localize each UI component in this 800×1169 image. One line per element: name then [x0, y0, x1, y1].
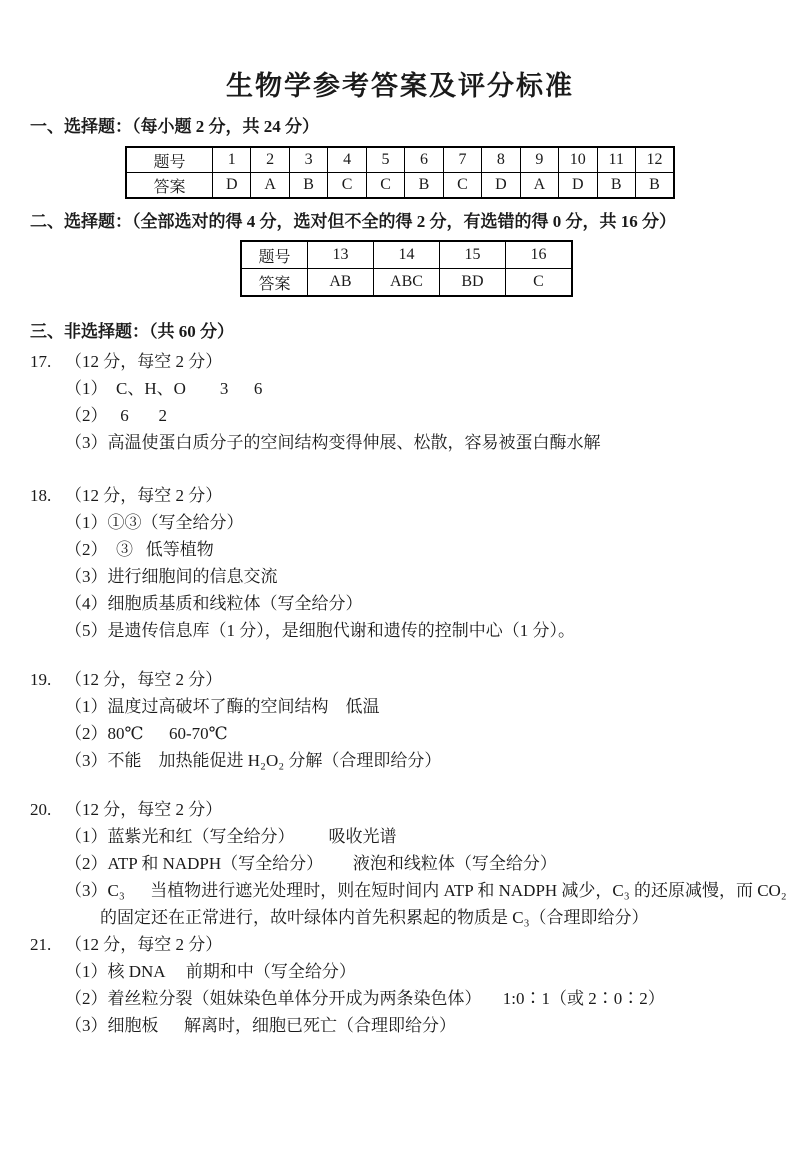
answer-cell: ABC	[374, 269, 440, 297]
question-number-cell: 11	[597, 147, 635, 173]
answer-cell: AB	[308, 269, 374, 297]
question-number-cell: 13	[308, 241, 374, 269]
question-number-cell: 14	[374, 241, 440, 269]
answer-cell: B	[405, 173, 443, 199]
question-score-note: （12 分，每空 2 分）	[65, 800, 223, 819]
question-number-cell: 9	[520, 147, 558, 173]
answer-line: （5）是遗传信息库（1 分），是细胞代谢和遗传的控制中心（1 分）。	[65, 621, 575, 640]
question-score-note: （12 分，每空 2 分）	[65, 352, 223, 371]
choice-answers-table-1-12	[125, 146, 675, 199]
answer-cell: A	[251, 173, 289, 199]
answer-line: （1） C、H、O 3 6	[65, 379, 263, 398]
answer-line: （1）蓝紫光和红（写全给分） 吸收光谱	[65, 827, 397, 846]
free-response-answers	[0, 348, 800, 1039]
question-header	[30, 931, 800, 958]
answer-cell: C	[366, 173, 404, 199]
answer-line: （1）①③（写全给分）	[65, 513, 244, 532]
row-label: 答案	[241, 269, 308, 297]
question-number: 19.	[30, 670, 52, 689]
answer-cell: C	[506, 269, 573, 297]
section-3-heading: 三、非选择题：（共 60 分）	[30, 322, 234, 341]
question-19	[30, 666, 800, 774]
answer-cell: A	[520, 173, 558, 199]
question-number-cell: 2	[251, 147, 289, 173]
question-number-cell: 10	[559, 147, 597, 173]
question-number-cell: 5	[366, 147, 404, 173]
question-17	[30, 348, 800, 456]
answer-cell: D	[213, 173, 251, 199]
question-number: 18.	[30, 486, 52, 505]
answer-line: （4）细胞质基质和线粒体（写全给分）	[65, 594, 363, 613]
answer-cell: B	[597, 173, 635, 199]
answer-line: （1）温度过高破坏了酶的空间结构 低温	[65, 697, 380, 716]
row-label: 题号	[126, 147, 213, 173]
table-row-question-numbers	[241, 241, 572, 269]
question-number-cell: 16	[506, 241, 573, 269]
page-title: 生物学参考答案及评分标准	[226, 71, 574, 101]
answer-line: （3）不能 加热能促进 H₂O₂ 分解（合理即给分）	[65, 751, 442, 770]
answer-line: （3）进行细胞间的信息交流	[65, 567, 278, 586]
table-row-answers	[241, 269, 572, 297]
section-2-heading: 二、选择题：（全部选对的得 4 分，选对但不全的得 2 分，有选错的得 0 分，共 16 分）	[30, 212, 676, 231]
question-header	[30, 666, 800, 693]
question-score-note: （12 分，每空 2 分）	[65, 670, 223, 689]
question-number-cell: 8	[482, 147, 520, 173]
answer-line: （2） ③ 低等植物	[65, 540, 214, 559]
question-number-cell: 4	[328, 147, 366, 173]
answer-cell: D	[559, 173, 597, 199]
answer-line: （2）着丝粒分裂（姐妹染色单体分开成为两条染色体） 1:0∶1（或 2∶0∶2）	[65, 989, 665, 1008]
question-score-note: （12 分，每空 2 分）	[65, 935, 223, 954]
question-number-cell: 12	[635, 147, 674, 173]
question-20	[30, 796, 800, 931]
question-number-cell: 6	[405, 147, 443, 173]
answer-line: （2） 6 2	[65, 406, 167, 425]
question-number: 21.	[30, 935, 52, 954]
question-number-cell: 1	[213, 147, 251, 173]
question-number-cell: 7	[443, 147, 481, 173]
answer-cell: C	[443, 173, 481, 199]
answer-cell: B	[289, 173, 327, 199]
question-21	[30, 931, 800, 1039]
question-number: 17.	[30, 352, 52, 371]
question-header	[30, 348, 800, 375]
question-header	[30, 796, 800, 823]
question-number: 20.	[30, 800, 52, 819]
choice-answers-table-13-16	[240, 240, 573, 297]
question-number-cell: 15	[440, 241, 506, 269]
answer-line: （3）高温使蛋白质分子的空间结构变得伸展、松散，容易被蛋白酶水解	[65, 433, 601, 452]
question-number-cell: 3	[289, 147, 327, 173]
question-18	[30, 482, 800, 644]
section-1-heading: 一、选择题：（每小题 2 分，共 24 分）	[30, 117, 319, 136]
answer-cell: C	[328, 173, 366, 199]
answer-cell: D	[482, 173, 520, 199]
answer-cell: BD	[440, 269, 506, 297]
question-header	[30, 482, 800, 509]
answer-line: （3）C₃ 当植物进行遮光处理时，则在短时间内 ATP 和 NADPH 减少，C₃ 的还原减慢，而 CO₂ 的固定还在正常进行，故叶绿体内首先积累起的物质是 C₃（合理即给分）	[65, 881, 791, 927]
answer-line: （2）80℃ 60-70℃	[65, 724, 228, 743]
table-row-question-numbers	[126, 147, 674, 173]
answer-line: （3）细胞板 解离时，细胞已死亡（合理即给分）	[65, 1016, 456, 1035]
row-label: 题号	[241, 241, 308, 269]
answer-line: （2）ATP 和 NADPH（写全给分） 液泡和线粒体（写全给分）	[65, 854, 557, 873]
answer-cell: B	[635, 173, 674, 199]
question-score-note: （12 分，每空 2 分）	[65, 486, 223, 505]
table-row-answers	[126, 173, 674, 199]
answer-line: （1）核 DNA 前期和中（写全给分）	[65, 962, 356, 981]
row-label: 答案	[126, 173, 213, 199]
